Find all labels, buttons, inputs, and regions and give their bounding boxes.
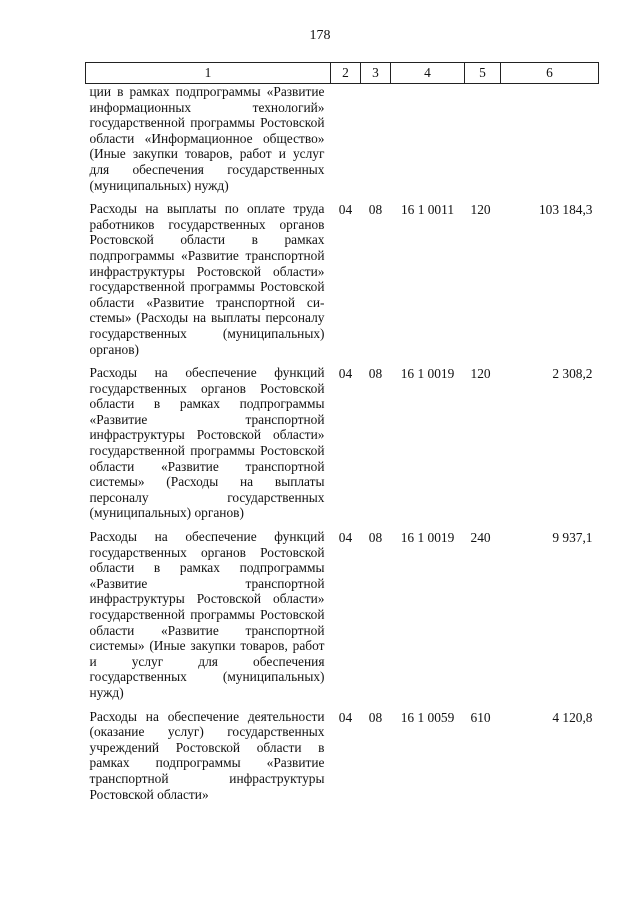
budget-table (85, 62, 599, 802)
row-expense-type: 610 (470, 709, 491, 725)
row-section: 04 (338, 530, 353, 546)
row-target-code: 16 1 0019 (400, 530, 455, 546)
table-row (86, 365, 599, 521)
page-number: 178 (309, 28, 331, 43)
row-description (86, 84, 331, 194)
row-target-code: 16 1 0011 (400, 202, 455, 218)
table-row (86, 201, 599, 357)
row-amount: 9 937,1 (552, 530, 593, 546)
row-amount: 103 184,3 (538, 202, 593, 218)
column-header-1: 1 (86, 63, 331, 84)
table-row (86, 84, 599, 194)
row-subsection: 08 (368, 530, 383, 546)
row-target-code: 16 1 0059 (400, 709, 455, 725)
row-spacer (86, 701, 599, 709)
row-expense-type: 240 (470, 530, 491, 546)
row-subsection: 08 (368, 709, 383, 725)
row-subsection (361, 84, 391, 194)
row-subsection: 08 (368, 366, 383, 382)
column-header-2: 2 (331, 63, 361, 84)
row-description-text: Расходы на выплаты по оплате труда работников государственных органов Ростовской области в рамках подпрограммы «Развитие транспортной инфраструктуры Ростовской области» государственной программы Ростовской области «Развитие транспортной системы» (Расходы на выплаты персоналу государственных (муниципальных) органов) (89, 201, 325, 357)
row-description (86, 709, 331, 803)
row-expense-type: 120 (470, 366, 491, 382)
row-expense-type (465, 84, 501, 194)
row-description-text: Расходы на обеспечение функций государственных органов Ростовской области в рамках подпрограммы «Развитие транспортной инфраструктуры Ростовской области» государственной программы Ростовской области «Развитие транспортной системы» (Иные закупки товаров, работ и услуг для обеспечения государственных (муниципальных) нужд) (89, 529, 325, 700)
row-spacer (86, 357, 599, 365)
row-description (86, 529, 331, 701)
row-description (86, 365, 331, 521)
row-description (86, 201, 331, 357)
row-amount: 4 120,8 (552, 709, 593, 725)
row-spacer (86, 193, 599, 201)
row-target-code (391, 84, 465, 194)
row-description-text: ции в рамках подпрограммы «Развитие информационных технологий» государственной программы Ростовской области «Информационное общество» (Иные закупки товаров, работ и услуг для обеспечения государственных (муниципальных) нужд) (89, 84, 325, 193)
row-target-code: 16 1 0019 (400, 366, 455, 382)
row-description-text: Расходы на обеспечение деятельности (оказание услуг) государственных учреждений Ростовской области в рамках подпрограммы «Развитие транспортной инфраструктуры Ростовской области» (89, 708, 325, 802)
row-section: 04 (338, 366, 353, 382)
table-row (86, 709, 599, 803)
row-section: 04 (338, 202, 353, 218)
column-header-5: 5 (465, 63, 501, 84)
row-amount: 2 308,2 (552, 366, 593, 382)
table-header-row (86, 63, 599, 84)
row-spacer (86, 521, 599, 529)
row-subsection: 08 (368, 202, 383, 218)
column-header-6: 6 (501, 63, 599, 84)
table-row (86, 529, 599, 701)
column-header-3: 3 (361, 63, 391, 84)
row-description-text: Расходы на обеспечение функций государственных органов Ростовской области в рамках подпрограммы «Развитие транспортной инфраструктуры Ростовской области» государственной программы Ростовской области «Развитие транспортной системы» (Расходы на выплаты персоналу государственных (муниципальных) органов) (89, 365, 325, 521)
row-section: 04 (338, 709, 353, 725)
row-amount (501, 84, 599, 194)
row-section (331, 84, 361, 194)
column-header-4: 4 (391, 63, 465, 84)
row-expense-type: 120 (470, 202, 491, 218)
